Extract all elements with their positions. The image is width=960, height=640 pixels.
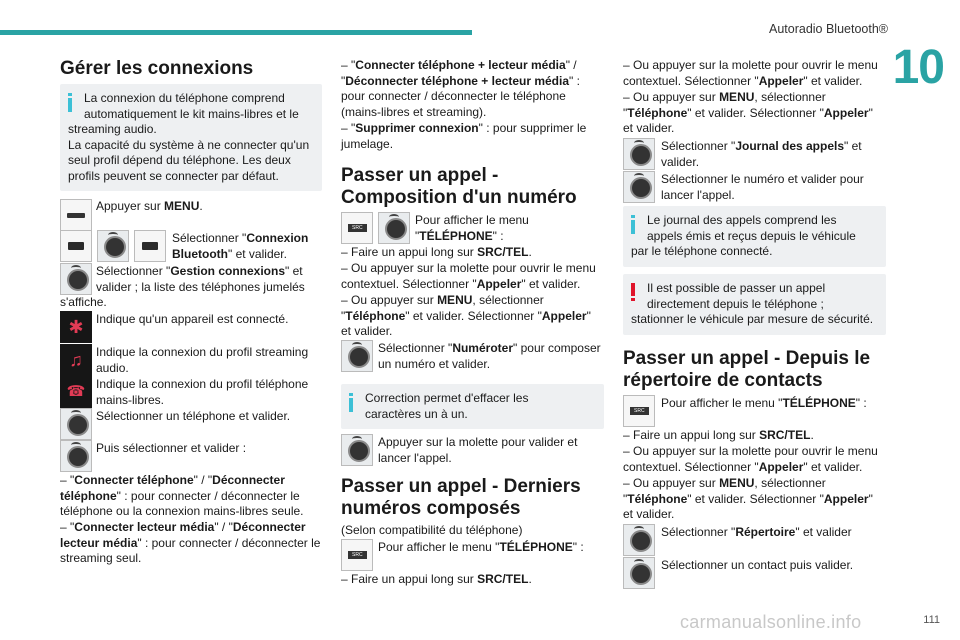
step-repertoire: Sélectionner "Répertoire" et valider	[661, 525, 852, 539]
rotary-knob-icon	[341, 340, 373, 372]
step-profil-streaming: Indique la connexion du profil streaming audio.	[96, 345, 309, 375]
section-title: Autoradio Bluetooth®	[768, 22, 888, 36]
menu-button-icon	[60, 199, 92, 231]
watermark: carmanualsonline.info	[680, 612, 862, 632]
rotary-knob-icon	[623, 138, 655, 170]
warning-note-appel: Il est possible de passer un appel directement depuis le téléphone ; stationner le véhicule par mesure de sécurité.	[623, 274, 886, 335]
step-profil-telephone: Indique la connexion du profil téléphone mains-libres.	[96, 377, 309, 407]
step-afficher-menu-telephone-3: Pour afficher le menu "TÉLÉPHONE" :	[661, 396, 867, 410]
bluetooth-icon: ✱	[60, 311, 92, 343]
page-number: 111	[923, 614, 940, 626]
phone-icon: ☎	[60, 376, 92, 408]
step-appuyer-menu: Appuyer sur MENU.	[96, 199, 203, 213]
heading-derniers-numeros: Passer un appel - Derniers numéros composés	[341, 476, 581, 519]
rotary-knob-icon	[60, 440, 92, 472]
info-note-connexion: La connexion du téléphone comprend automatiquement le kit mains-libres et le streaming audio. La capacité du système à ne connecter qu'un seul profil dépend du téléphone. Les deux profils peuvent se connecter par défaut.	[60, 84, 322, 191]
bullet-connecter-telephone: – "Connecter téléphone" / "Déconnecter téléphone" : pour connecter / déconnecter le téléphone ou la connexion mains-libres seule.	[60, 473, 304, 519]
step-connexion-bluetooth: Sélectionner "Connexion Bluetooth" et valider.	[172, 231, 309, 261]
bullet-menu-telephone-3: – Ou appuyer sur MENU, sélectionner "Téléphone" et valider. Sélectionner "Appeler" et valider.	[623, 90, 873, 136]
bullet-molette-menu-4: – Ou appuyer sur la molette pour ouvrir le menu contextuel. Sélectionner "Appeler" et valider.	[623, 444, 878, 474]
step-afficher-menu-telephone-2: Pour afficher le menu "TÉLÉPHONE" :	[378, 540, 584, 554]
bullet-menu-telephone: – Ou appuyer sur MENU, sélectionner "Téléphone" et valider. Sélectionner "Appeler" et valider.	[341, 293, 591, 339]
heading-composition-numero: Passer un appel - Composition d'un numéro	[341, 165, 577, 208]
music-note-icon: ♫	[60, 344, 92, 376]
step-valider-appel: Appuyer sur la molette pour valider et lancer l'appel.	[378, 435, 578, 465]
step-liste-text: s'affiche.	[60, 295, 107, 309]
rotary-knob-icon	[60, 263, 92, 295]
header-accent-bar	[0, 30, 472, 35]
heading-gerer-connexions: Gérer les connexions	[60, 58, 254, 79]
info-note-journal: Le journal des appels comprend les appels émis et reçus depuis le véhicule par le téléphone connecté.	[623, 206, 886, 267]
step-selectionner-contact: Sélectionner un contact puis valider.	[661, 558, 854, 572]
step-selectionner-numero: Sélectionner le numéro et valider pour lancer l'appel.	[661, 172, 864, 202]
info-icon	[68, 93, 72, 112]
step-numeroter: Sélectionner "Numéroter" pour composer un numéro et valider.	[378, 341, 601, 371]
bullet-menu-telephone-4: – Ou appuyer sur MENU, sélectionner "Téléphone" et valider. Sélectionner "Appeler" et valider.	[623, 476, 873, 522]
heading-repertoire-contacts: Passer un appel - Depuis le répertoire de contacts	[623, 348, 871, 391]
step-puis-selectionner: Puis sélectionner et valider :	[96, 441, 247, 455]
info-icon	[631, 215, 635, 234]
rotary-knob-icon	[623, 524, 655, 556]
step-appareil-connecte: Indique qu'un appareil est connecté.	[96, 312, 289, 326]
seek-forward-button-icon	[134, 230, 166, 262]
bullet-connecter-lecteur: – "Connecter lecteur média" / "Déconnecter lecteur média" : pour connecter / déconnecter le streaming seul.	[60, 520, 321, 566]
rotary-knob-icon	[60, 408, 92, 440]
rotary-knob-icon	[341, 434, 373, 466]
rotary-knob-icon	[97, 230, 129, 262]
bullet-appui-long-src: – Faire un appui long sur SRC/TEL.	[341, 245, 532, 259]
info-note-correction: Correction permet d'effacer les caractères un à un.	[341, 384, 604, 429]
bullet-appui-long-src-2: – Faire un appui long sur SRC/TEL.	[341, 572, 532, 586]
bullet-connecter-tout: – "Connecter téléphone + lecteur média" / "Déconnecter téléphone + lecteur média" : pour connecter / déconnecter le téléphone (mains-libres et streaming).	[341, 58, 580, 119]
step-selectionner-telephone: Sélectionner un téléphone et valider.	[96, 409, 291, 423]
step-journal-appels: Sélectionner "Journal des appels" et valider.	[661, 139, 862, 169]
bullet-molette-menu: – Ou appuyer sur la molette pour ouvrir le menu contextuel. Sélectionner "Appeler" et valider.	[341, 261, 596, 291]
src-tel-button-icon	[341, 212, 373, 244]
src-tel-button-icon	[623, 395, 655, 427]
step-afficher-menu-telephone: Pour afficher le menu "TÉLÉPHONE" :	[415, 213, 529, 243]
bullet-appui-long-src-3: – Faire un appui long sur SRC/TEL.	[623, 428, 814, 442]
compatibilite-note: (Selon compatibilité du téléphone)	[341, 523, 523, 537]
rotary-knob-icon	[378, 212, 410, 244]
bullet-supprimer-connexion: – "Supprimer connexion" : pour supprimer le jumelage.	[341, 121, 587, 151]
src-tel-button-icon	[341, 539, 373, 571]
rotary-knob-icon	[623, 557, 655, 589]
step-gestion-connexions: Sélectionner "Gestion connexions" et valider ; la liste des téléphones jumelés	[96, 264, 305, 294]
info-icon	[349, 393, 353, 412]
warning-icon	[631, 283, 635, 301]
seek-back-button-icon	[60, 230, 92, 262]
bullet-molette-menu-3: – Ou appuyer sur la molette pour ouvrir le menu contextuel. Sélectionner "Appeler" et valider.	[623, 58, 878, 88]
rotary-knob-icon	[623, 171, 655, 203]
chapter-number: 10	[892, 41, 944, 94]
